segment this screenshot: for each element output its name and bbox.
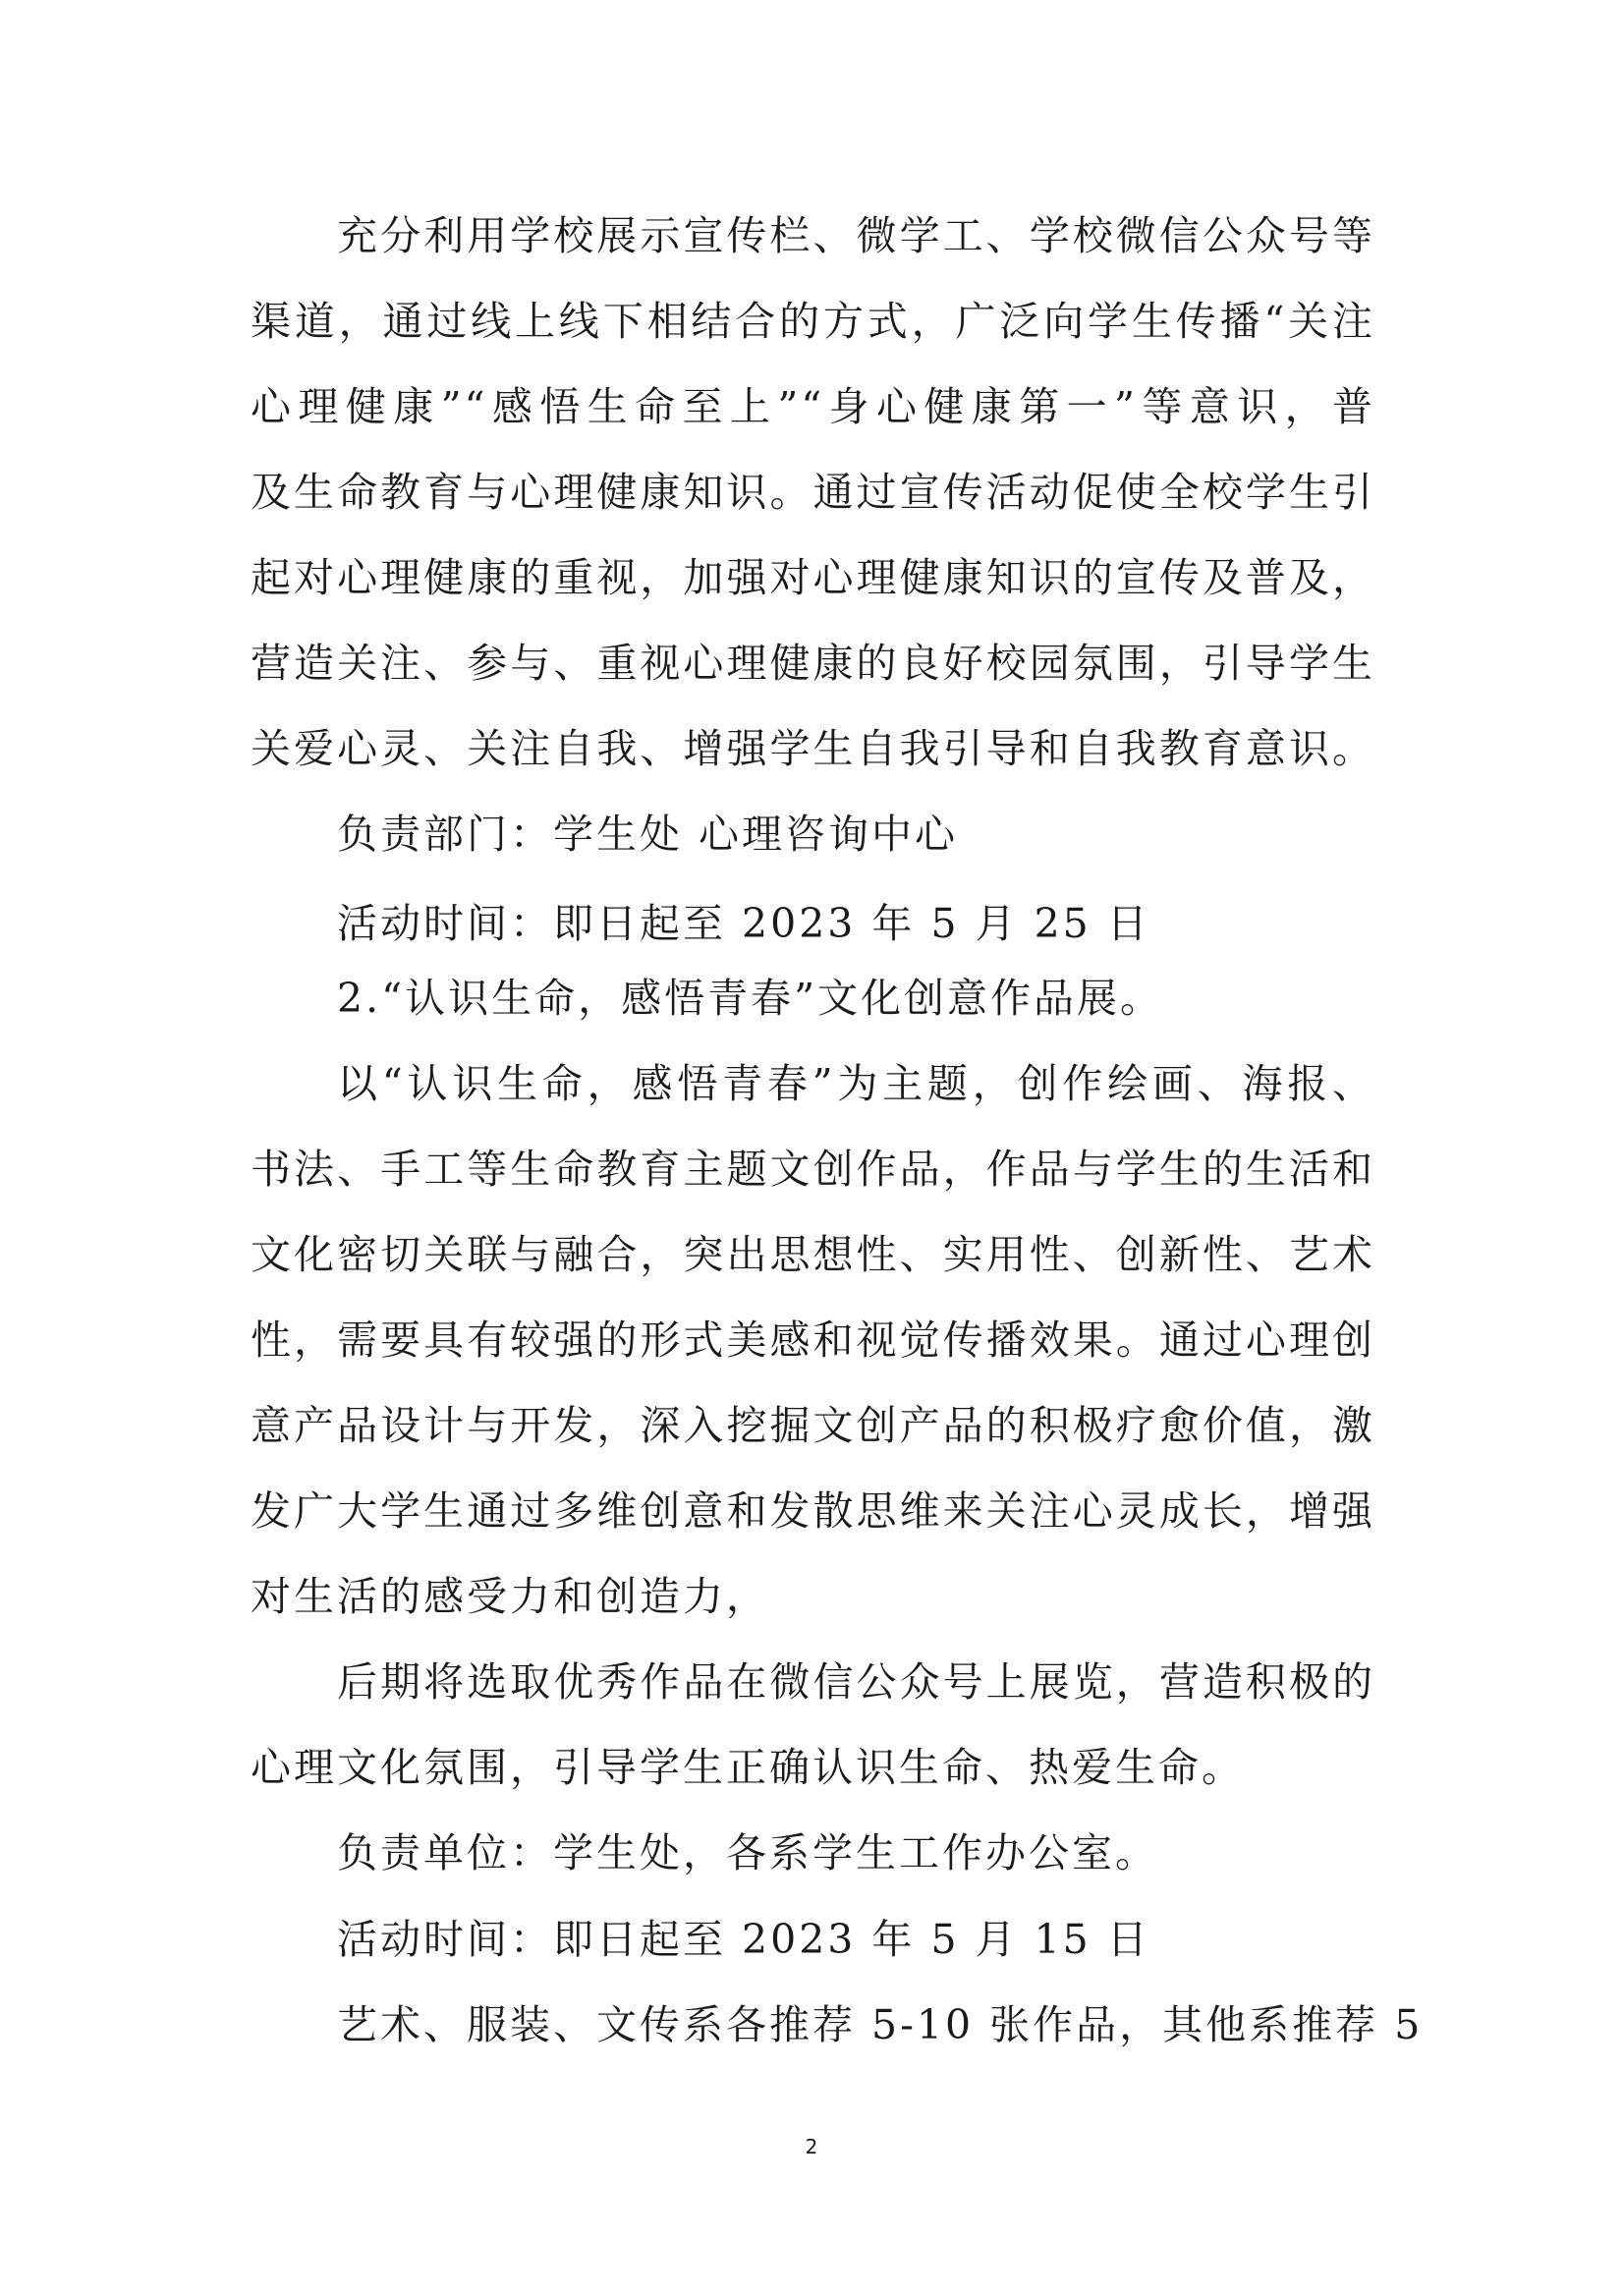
section-heading: 2.“认识生命，感悟青春”文化创意作品展。 — [337, 975, 1164, 1022]
text-line: 对生活的感受力和创造力， — [251, 1573, 769, 1620]
responsible-unit: 负责单位：学生处，各系学生工作办公室。 — [337, 1829, 1158, 1876]
text-line: 关爱心灵、关注自我、增强学生自我引导和自我教育意识。 — [251, 725, 1375, 772]
text-line: 书法、手工等生命教育主题文创作品，作品与学生的生活和 — [251, 1146, 1375, 1193]
text-line: 渠道，通过线上线下相结合的方式，广泛向学生传播“关注 — [251, 298, 1375, 345]
text-line: 充分利用学校展示宣传栏、微学工、学校微信公众号等 — [337, 212, 1375, 259]
text-line: 文化密切关联与融合，突出思想性、实用性、创新性、艺术 — [251, 1231, 1375, 1278]
text-line: 以“认识生命，感悟青春”为主题，创作绘画、海报、 — [337, 1060, 1375, 1107]
activity-time: 活动时间：即日起至 2023 年 5 月 15 日 — [337, 1916, 1150, 1963]
text-line: 心理健康”“感悟生命至上”“身心健康第一”等意识，普 — [251, 383, 1375, 430]
text-line: 意产品设计与开发，深入挖掘文创产品的积极疗愈价值，激 — [251, 1402, 1375, 1449]
text-line: 后期将选取优秀作品在微信公众号上展览，营造积极的 — [337, 1658, 1375, 1706]
text-line: 发广大学生通过多维创意和发散思维来关注心灵成长，增强 — [251, 1487, 1375, 1535]
text-line: 起对心理健康的重视，加强对心理健康知识的宣传及普及， — [251, 554, 1375, 601]
page-number: 2 — [805, 2135, 818, 2158]
responsible-department: 负责部门：学生处 心理咨询中心 — [337, 811, 959, 858]
activity-time: 活动时间：即日起至 2023 年 5 月 25 日 — [337, 900, 1150, 947]
text-line: 及生命教育与心理健康知识。通过宣传活动促使全校学生引 — [251, 469, 1375, 516]
text-line: 艺术、服装、文传系各推荐 5-10 张作品，其他系推荐 5 — [337, 2001, 1424, 2048]
text-line: 心理文化氛围，引导学生正确认识生命、热爱生命。 — [251, 1744, 1245, 1791]
text-line: 性，需要具有较强的形式美感和视觉传播效果。通过心理创 — [251, 1316, 1375, 1364]
text-line: 营造关注、参与、重视心理健康的良好校园氛围，引导学生 — [251, 640, 1375, 687]
